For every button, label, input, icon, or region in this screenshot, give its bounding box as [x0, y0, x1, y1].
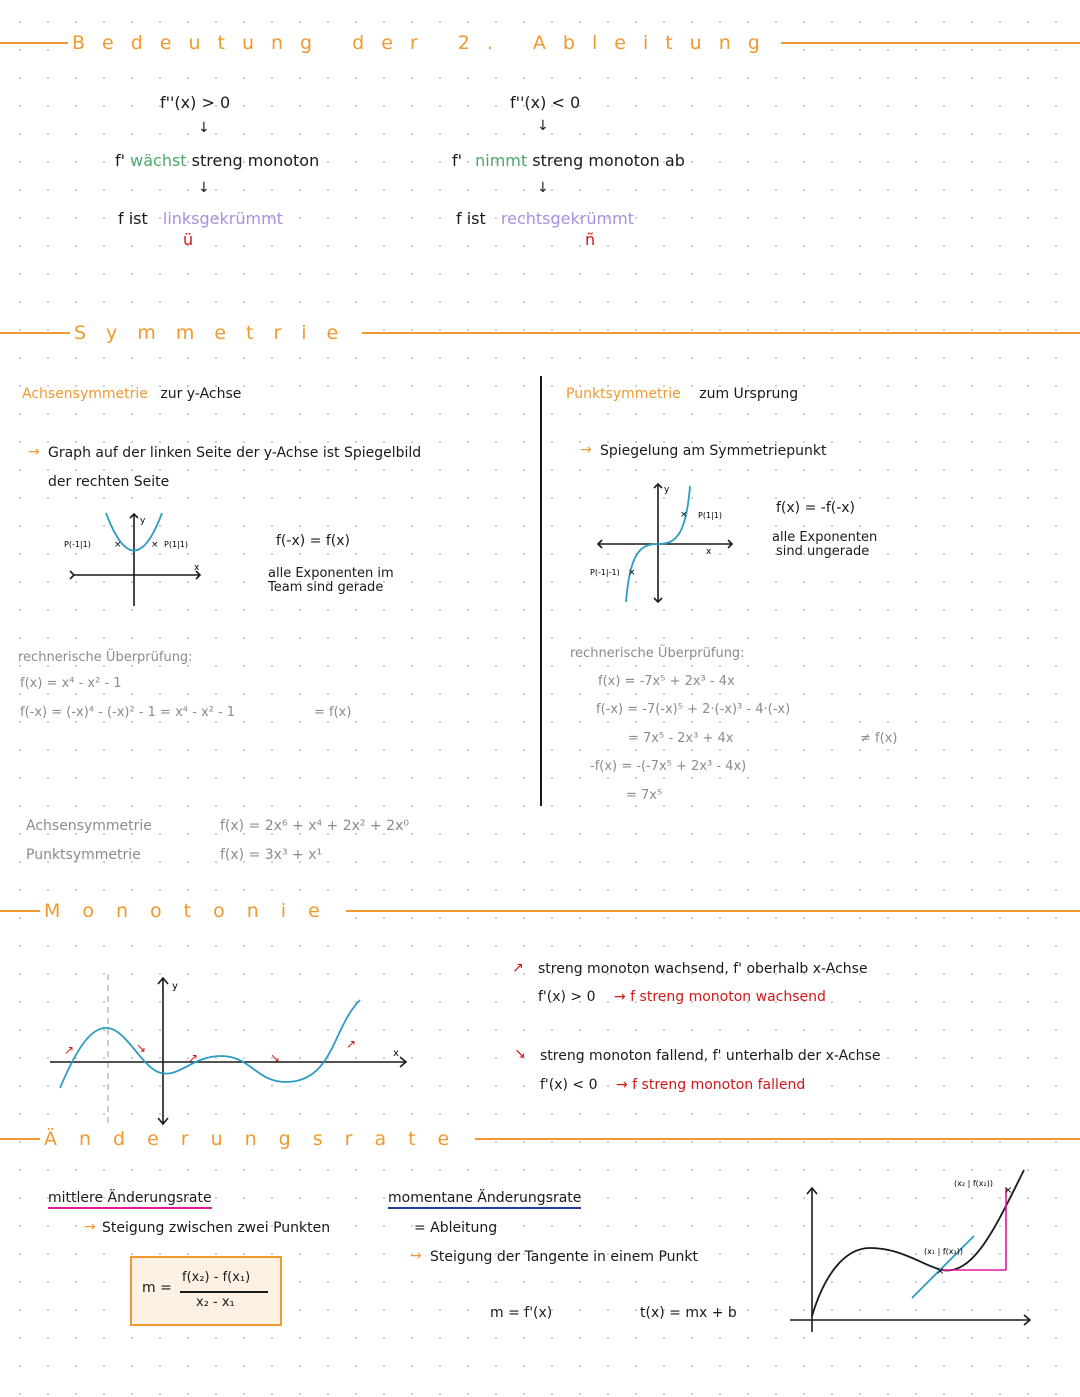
achsen-axis-x-label: x	[194, 563, 200, 573]
punkt-check-line3: = 7x⁵ - 2x³ + 4x	[628, 731, 734, 746]
left-step-2	[118, 209, 283, 228]
achsen-bullet-arrow-icon: →	[28, 444, 40, 460]
punkt-note-line2: sind ungerade	[776, 544, 870, 559]
punkt-cubic-graph	[586, 480, 746, 610]
achsen-check-line2: f(-x) = (-x)⁴ - (-x)² - 1 = x⁴ - x² - 1	[20, 705, 236, 720]
monotonie-fall-mark-1: ↘	[136, 1041, 147, 1055]
mittlere-formula-box	[130, 1256, 282, 1326]
right-step2-prefix: f ist	[456, 209, 486, 228]
monotonie-axis-y-label: y	[172, 981, 178, 992]
achsen-check-title: rechnerische Überprüfung:	[18, 650, 193, 665]
achsen-x-axis-left-arrow	[70, 571, 74, 579]
punkt-point-top-mark: ×	[680, 510, 688, 520]
achsen-bullet-line1: Graph auf der linken Seite der y-Achse ist Spiegelbild	[48, 445, 422, 461]
monotonie-rise-arrow: →	[613, 989, 626, 1005]
achsen-point-right-mark: ×	[151, 540, 159, 550]
monotonie-rise-cond: f'(x) > 0	[538, 989, 596, 1005]
achsen-note-line2: Team sind gerade	[268, 580, 384, 595]
example-achsen-formula: f(x) = 2x⁶ + x⁴ + 2x² + 2x⁰	[220, 818, 409, 834]
monotonie-fall-mark-2: ↘	[270, 1051, 281, 1065]
formula-numerator: f(x₂) - f(x₁)	[182, 1270, 251, 1285]
monotonie-fall-line2	[540, 1077, 805, 1093]
achsen-heading-rest: zur y-Achse	[160, 386, 242, 402]
punkt-axis-y-label: y	[664, 485, 670, 495]
punkt-check-title: rechnerische Überprüfung:	[570, 646, 745, 661]
example-achsen-label: Achsensymmetrie	[26, 818, 152, 834]
symmetry-divider	[540, 376, 542, 806]
monotonie-rise-marker: ↗	[512, 960, 524, 976]
achsen-point-left: P(-1|1)	[64, 540, 91, 549]
heading-monotonie: Monotonie	[40, 900, 346, 922]
monotonie-rise-mark-3: ↗	[346, 1037, 357, 1051]
formula-denominator: x₂ - x₁	[196, 1295, 235, 1310]
tangent-formula: t(x) = mx + b	[640, 1305, 737, 1321]
monotonie-rise-mark-1: ↗	[64, 1043, 75, 1057]
momentane-title: momentane Änderungsrate	[388, 1190, 581, 1209]
example-punkt-formula: f(x) = 3x³ + x¹	[220, 847, 323, 863]
punkt-rule: f(x) = -f(-x)	[776, 500, 856, 516]
punkt-check-line2: f(-x) = -7(-x)⁵ + 2·(-x)³ - 4·(-x)	[596, 702, 791, 717]
achsen-heading	[22, 386, 241, 402]
monotonie-curve	[60, 1000, 360, 1088]
punkt-point-bottom-mark: ×	[628, 568, 636, 578]
punkt-bullet-arrow-icon: →	[580, 442, 592, 458]
left-step1-suffix: streng monoton	[191, 151, 320, 170]
right-step-1	[452, 151, 685, 170]
achsen-parabola-graph	[60, 508, 210, 608]
punkt-heading	[566, 386, 798, 402]
achsen-axis-y-label: y	[140, 516, 146, 526]
monotonie-rise-mark-2: ↗	[188, 1051, 199, 1065]
point2-mark: ×	[1004, 1185, 1013, 1196]
monotonie-fall-line1: streng monoton fallend, f' unterhalb der x-Achse	[540, 1048, 881, 1064]
point1-label: (x₁ | f(x₁))	[924, 1247, 963, 1256]
punkt-point-bottom: P(-1|-1)	[590, 568, 620, 577]
monotonie-rise-result: f streng monoton wachsend	[630, 989, 826, 1005]
punkt-heading-highlight: Punktsymmetrie	[566, 386, 681, 402]
achsen-bullet-line2: der rechten Seite	[48, 474, 170, 490]
right-step1-suffix: streng monoton ab	[532, 151, 685, 170]
frown-icon: ñ	[585, 230, 596, 249]
formula-fraction-bar	[180, 1291, 268, 1293]
heading-symmetrie: Symmetrie	[70, 322, 362, 344]
momentane-formula: m = f'(x)	[490, 1305, 553, 1321]
right-step1-prefix: f'	[452, 151, 463, 170]
monotonie-fall-result: f streng monoton fallend	[632, 1077, 806, 1093]
achsen-heading-highlight: Achsensymmetrie	[22, 386, 148, 402]
point1-mark: ×	[936, 1266, 945, 1277]
mittlere-bullet: Steigung zwischen zwei Punkten	[102, 1220, 331, 1236]
monotonie-fall-cond: f'(x) < 0	[540, 1077, 598, 1093]
punkt-note-line1: alle Exponenten	[772, 530, 878, 545]
achsen-rule: f(-x) = f(x)	[276, 533, 350, 549]
momentane-item1: = Ableitung	[414, 1220, 498, 1236]
monotonie-axis-x-label: x	[393, 1048, 399, 1059]
left-step1-highlight: wächst	[130, 151, 187, 170]
right-step1-highlight: nimmt	[475, 151, 528, 170]
achsen-check-result: = f(x)	[314, 705, 352, 720]
left-step2-prefix: f ist	[118, 209, 148, 228]
achsen-point-left-mark: ×	[114, 540, 122, 550]
momentane-item2: Steigung der Tangente in einem Punkt	[430, 1249, 698, 1265]
formula-m: m =	[142, 1280, 172, 1296]
left-condition: f''(x) > 0	[160, 93, 231, 112]
smile-icon: ü	[183, 230, 194, 249]
heading-ableitung: Bedeutung der 2. Ableitung	[68, 32, 781, 54]
punkt-point-top: P(1|1)	[698, 511, 722, 520]
left-step1-prefix: f'	[115, 151, 126, 170]
monotonie-fall-marker: ↘	[514, 1046, 526, 1062]
heading-aenderungsrate: Änderungsrate	[40, 1128, 475, 1150]
punkt-bullet: Spiegelung am Symmetriepunkt	[600, 443, 827, 459]
momentane-bullet-arrow-icon: →	[410, 1248, 422, 1264]
mittlere-title: mittlere Änderungsrate	[48, 1190, 212, 1209]
punkt-check-line4: -f(x) = -(-7x⁵ + 2x³ - 4x)	[590, 759, 747, 774]
left-step2-highlight: linksgekrümmt	[162, 209, 283, 228]
aenderungsrate-graph	[784, 1166, 1044, 1336]
monotonie-fall-arrow: →	[615, 1077, 628, 1093]
aenderungsrate-curve	[812, 1170, 1024, 1316]
achsen-check-line1: f(x) = x⁴ - x² - 1	[20, 676, 122, 691]
monotonie-graph	[46, 970, 416, 1130]
right-step2-highlight: rechtsgekrümmt	[500, 209, 634, 228]
left-arrow-1: ↓	[198, 120, 210, 136]
right-step-2	[456, 209, 634, 228]
monotonie-rise-line2	[538, 989, 826, 1005]
right-arrow-2: ↓	[537, 180, 549, 196]
example-punkt-label: Punktsymmetrie	[26, 847, 141, 863]
left-step-1	[115, 151, 319, 170]
monotonie-rise-line1: streng monoton wachsend, f' oberhalb x-Achse	[538, 961, 868, 977]
right-condition: f''(x) < 0	[510, 93, 581, 112]
achsen-note-line1: alle Exponenten im	[268, 566, 394, 581]
punkt-check-line5: = 7x⁵	[626, 788, 663, 803]
mittlere-bullet-arrow-icon: →	[84, 1219, 96, 1235]
left-arrow-2: ↓	[198, 180, 210, 196]
right-arrow-1: ↓	[537, 118, 549, 134]
achsen-point-right: P(1|1)	[164, 540, 188, 549]
punkt-check-line3-result: ≠ f(x)	[860, 731, 898, 746]
punkt-heading-rest: zum Ursprung	[699, 386, 799, 402]
punkt-check-line1: f(x) = -7x⁵ + 2x³ - 4x	[598, 674, 735, 689]
point2-label: (x₂ | f(x₂))	[954, 1179, 993, 1188]
punkt-axis-x-label: x	[706, 547, 712, 557]
